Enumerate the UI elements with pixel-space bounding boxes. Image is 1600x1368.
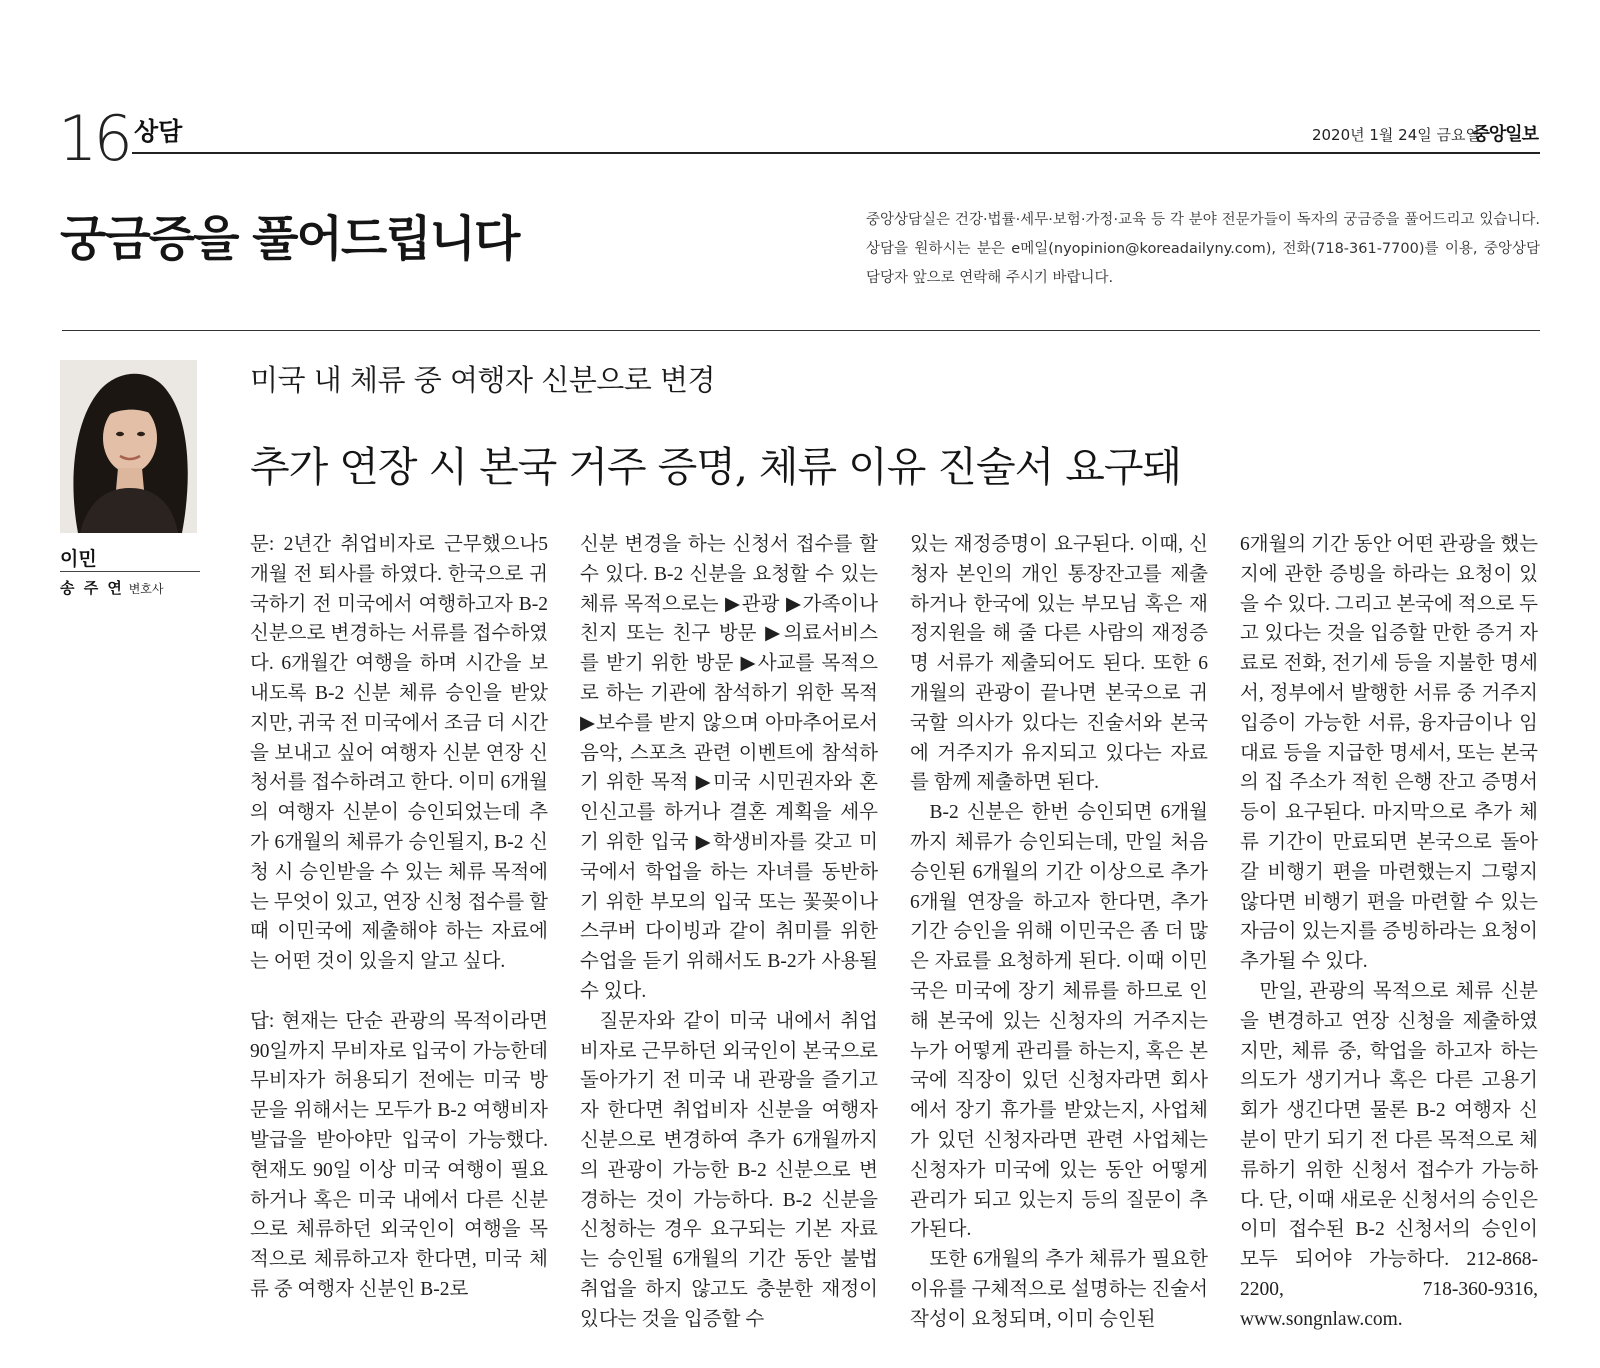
- author-divider: [60, 571, 200, 572]
- header-rule: [132, 152, 1540, 154]
- page-number: 16: [58, 102, 129, 175]
- section-divider: [62, 330, 1540, 331]
- author-portrait-image: [60, 360, 197, 533]
- newspaper-logo: 중앙일보: [1472, 124, 1538, 145]
- article-column-4: [1240, 530, 1538, 1335]
- section-label: 상담: [134, 117, 183, 146]
- column-title: 궁금증을 풀어드립니다: [60, 211, 519, 267]
- answer-paragraph: 답: 현재는 단순 관광의 목적이라면 90일까지 무비자로 입국이 가능한데 무비자가 허용되기 전에는 미국 방문을 위해서는 모두가 B-2 여행비자 발급을 받아야만 입국이 가능했다. 현재도 90일 이상 미국 여행이 필요하거나 혹은 미국 내에서 다른 신분으로 체류하던 외국인이 여행을 목적으로 체류하고자 한다면, 미국 체류 중 여행자 신분인 B-2로: [250, 1010, 548, 1300]
- body-paragraph: 만일, 관광의 목적으로 체류 신분을 변경하고 연장 신청을 제출하였지만, 체류 중, 학업을 하고자 하는 의도가 생기거나 혹은 다른 고용기회가 생긴다면 물론 B-2 여행자 신분이 만기 되기 전 다른 목적으로 체류하기 위한 신청서 접수가 가능하다. 단, 이때 새로운 신청서의 승인은 이미 접수된 B-2 신청서의 승인이 모두 되어야 가능하다. 212-868-2200, 718-360-9316, www.songnlaw.com.: [1240, 980, 1538, 1330]
- body-paragraph: B-2 신분은 한번 승인되면 6개월까지 체류가 승인되는데, 만일 처음 승인된 6개월의 기간 이상으로 추가 6개월 연장을 하고자 한다면, 추가 기간 승인을 위해 이민국은 좀 더 많은 자료를 요청하게 된다. 이때 이민국은 미국에 장기 체류를 하므로 인해 본국에 있는 신청자의 거주지는 누가 어떻게 관리를 하는지, 혹은 본국에 직장이 있던 신청자라면 회사에서 장기 휴가를 받았는지, 사업체가 있던 신청자라면 관련 사업체는 신청자가 미국에 있는 동안 어떻게 관리가 되고 있는지 등의 질문이 추가된다.: [910, 802, 1208, 1241]
- body-paragraph: 신분 변경을 하는 신청서 접수를 할 수 있다. B-2 신분을 요청할 수 있는 체류 목적으로는 ▶관광 ▶가족이나 친지 또는 친구 방문 ▶의료서비스를 받기 위한 방문 ▶사교를 목적으로 하는 기관에 참석하기 위한 목적 ▶보수를 받지 않으며 아마추어로서 음악, 스포츠 관련 이벤트에 참석하기 위한 목적 ▶미국 시민권자와 혼인신고를 하거나 결혼 계획을 세우기 위한 입국 ▶학생비자를 갖고 미국에서 학업을 하는 자녀를 동반하기 위한 부모의 입국 또는 꽃꽂이나 스쿠버 다이빙과 같이 취미를 위한 수업을 듣기 위해서도 B-2가 사용될 수 있다.: [580, 534, 878, 1002]
- author-title: 변호사: [128, 582, 164, 596]
- article-headline: 추가 연장 시 본국 거주 증명, 체류 이유 진술서 요구돼: [250, 443, 1182, 491]
- body-paragraph: 있는 재정증명이 요구된다. 이때, 신청자 본인의 개인 통장잔고를 제출하거나 한국에 있는 부모님 혹은 재정지원을 해 줄 다른 사람의 재정증명 서류가 제출되어도 된다. 또한 6개월의 관광이 끝나면 본국으로 귀국할 의사가 있다는 진술서와 본국에 거주지가 유지되고 있다는 자료를 함께 제출하면 된다.: [910, 534, 1208, 794]
- body-paragraph: 또한 6개월의 추가 체류가 필요한 이유를 구체적으로 설명하는 진술서 작성이 요청되며, 이미 승인된: [910, 1249, 1208, 1330]
- author-byline: [60, 577, 163, 598]
- column-intro: 중앙상담실은 건강·법률·세무·보험·가정·교육 등 각 분야 전문가들이 독자의 궁금증을 풀어드리고 있습니다. 상담을 원하시는 분은 e메일(nyopinion@koreadailyny.com), 전화(718-361-7700)를 이용, 중앙상담 담당자 앞으로 연락해 주시기 바랍니다.: [866, 212, 1540, 286]
- question-paragraph: 문: 2년간 취업비자로 근무했으나5개월 전 퇴사를 하였다. 한국으로 귀국하기 전 미국에서 여행하고자 B-2 신분으로 변경하는 서류를 접수하였다. 6개월간 여행을 하며 시간을 보내도록 B-2 신분 체류 승인을 받았지만, 귀국 전 미국에서 조금 더 시간을 보내고 싶어 여행자 신분 연장 신청서를 접수하려고 한다. 이미 6개월의 여행자 신분이 승인되었는데 추가 6개월의 체류가 승인될지, B-2 신청 시 승인받을 수 있는 체류 목적에는 무엇이 있고, 연장 신청 접수를 할 때 이민국에 제출해야 하는 자료에는 어떤 것이 있을지 알고 싶다.: [250, 534, 548, 973]
- author-category: 이민: [60, 548, 97, 570]
- article-kicker: 미국 내 체류 중 여행자 신분으로 변경: [250, 363, 716, 397]
- article-column-1: [250, 530, 548, 1305]
- issue-date: 2020년 1월 24일 금요일: [1311, 126, 1480, 144]
- body-paragraph: 질문자와 같이 미국 내에서 취업비자로 근무하던 외국인이 본국으로 돌아가기 전 미국 내 관광을 즐기고자 한다면 취업비자 신분을 여행자 신분으로 변경하여 추가 6개월까지의 관광이 가능한 B-2 신분으로 변경하는 것이 가능하다. B-2 신분을 신청하는 경우 요구되는 기본 자료는 승인될 6개월의 기간 동안 불법 취업을 하지 않고도 충분한 재정이 있다는 것을 입증할 수: [580, 1010, 878, 1330]
- body-paragraph: 6개월의 기간 동안 어떤 관광을 했는지에 관한 증빙을 하라는 요청이 있을 수 있다. 그리고 본국에 적으로 두고 있다는 것을 입증할 만한 증거 자료로 전화, 전기세 등을 지불한 명세서, 정부에서 발행한 서류 중 거주지 입증이 가능한 서류, 융자금이나 임대료 등을 지급한 명세서, 또는 본국의 집 주소가 적힌 은행 잔고 증명서 등이 요구된다. 마지막으로 추가 체류 기간이 만료되면 본국으로 돌아갈 비행기 편을 마련했는지 그렇지 않다면 비행기 편을 마련할 수 있는 자금이 있는지를 증빙하라는 요청이 추가될 수 있다.: [1240, 534, 1538, 973]
- article-column-3: [910, 530, 1208, 1335]
- author-photo: [60, 360, 197, 533]
- article-column-2: [580, 530, 878, 1335]
- author-name: 송 주 연: [60, 579, 124, 597]
